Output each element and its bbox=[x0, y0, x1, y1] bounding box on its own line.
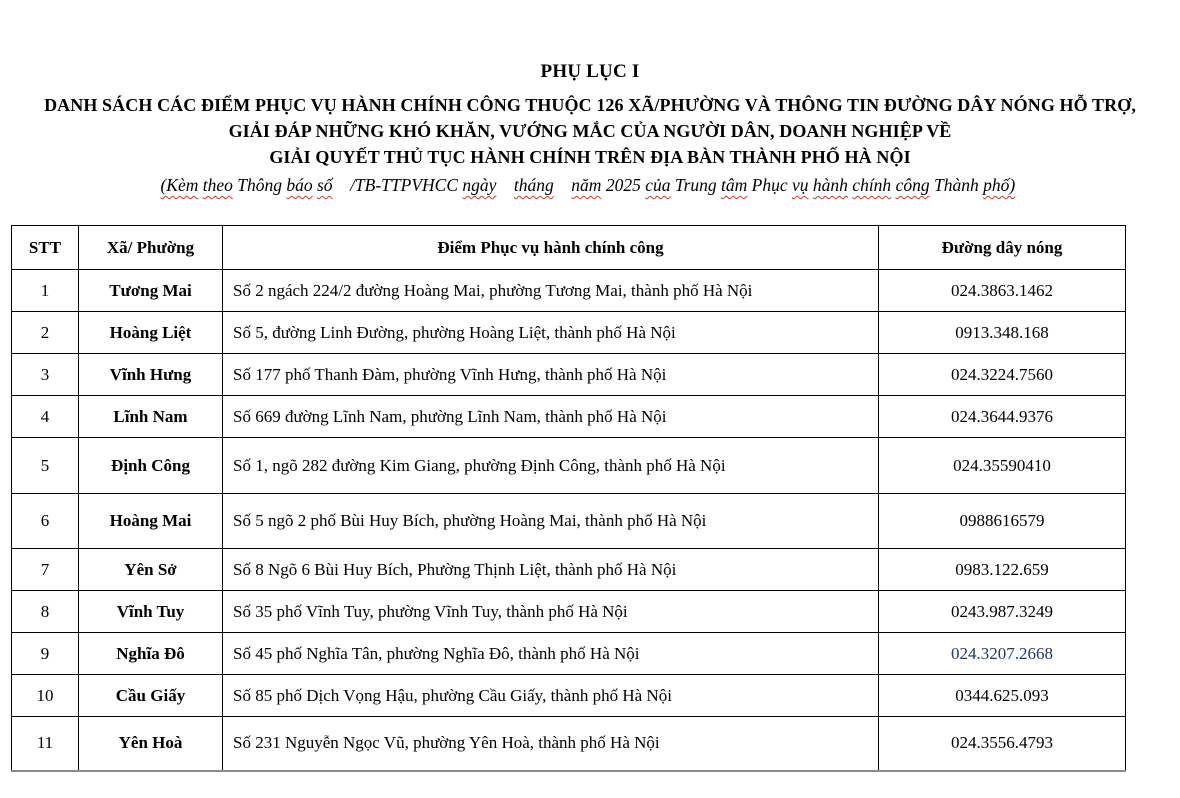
cell-stt: 11 bbox=[12, 717, 79, 771]
cell-ward: Vĩnh Tuy bbox=[79, 591, 223, 633]
cell-stt: 1 bbox=[12, 270, 79, 312]
cell-hotline: 0344.625.093 bbox=[879, 675, 1126, 717]
citation-word: phố) bbox=[983, 175, 1016, 195]
cell-address: Số 669 đường Lĩnh Nam, phường Lĩnh Nam, thành phố Hà Nội bbox=[223, 396, 879, 438]
cell-hotline: 024.35590410 bbox=[879, 438, 1126, 494]
cell-stt: 6 bbox=[12, 494, 79, 549]
cell-ward: Định Công bbox=[79, 438, 223, 494]
citation-word: 2025 bbox=[605, 175, 641, 195]
citation-word: tháng bbox=[513, 175, 554, 195]
citation-word: năm bbox=[571, 175, 602, 195]
cell-ward: Cầu Giấy bbox=[79, 675, 223, 717]
table-header bbox=[12, 226, 1126, 270]
citation-line bbox=[0, 172, 1180, 199]
citation-word: tâm bbox=[721, 175, 748, 195]
citation-word: hành bbox=[812, 175, 848, 195]
table-header-row bbox=[12, 226, 1126, 270]
cell-ward: Vĩnh Hưng bbox=[79, 354, 223, 396]
citation-word: số bbox=[317, 175, 333, 195]
cell-hotline: 024.3556.4793 bbox=[879, 717, 1126, 771]
citation-word bbox=[337, 175, 346, 195]
cell-address: Số 231 Nguyễn Ngọc Vũ, phường Yên Hoà, thành phố Hà Nội bbox=[223, 717, 879, 771]
citation-word: Thông bbox=[237, 175, 282, 195]
table-row bbox=[12, 396, 1126, 438]
cell-hotline: 0983.122.659 bbox=[879, 549, 1126, 591]
cell-hotline: 0243.987.3249 bbox=[879, 591, 1126, 633]
cell-address: Số 5 ngõ 2 phố Bùi Huy Bích, phường Hoàng Mai, thành phố Hà Nội bbox=[223, 494, 879, 549]
cell-hotline: 0988616579 bbox=[879, 494, 1126, 549]
citation-word: Thành bbox=[933, 175, 979, 195]
cell-stt: 4 bbox=[12, 396, 79, 438]
table-row bbox=[12, 270, 1126, 312]
service-points-table bbox=[11, 225, 1126, 772]
cell-ward: Nghĩa Đô bbox=[79, 633, 223, 675]
document-header bbox=[0, 60, 1180, 199]
citation-word: công bbox=[895, 175, 930, 195]
cell-address: Số 2 ngách 224/2 đường Hoàng Mai, phường Tương Mai, thành phố Hà Nội bbox=[223, 270, 879, 312]
citation-word: ngày bbox=[462, 175, 497, 195]
table-row bbox=[12, 717, 1126, 771]
cell-stt: 8 bbox=[12, 591, 79, 633]
cell-hotline: 024.3863.1462 bbox=[879, 270, 1126, 312]
cell-stt: 9 bbox=[12, 633, 79, 675]
column-header-stt: STT bbox=[12, 226, 79, 270]
cell-address: Số 45 phố Nghĩa Tân, phường Nghĩa Đô, thành phố Hà Nội bbox=[223, 633, 879, 675]
cell-ward: Yên Sở bbox=[79, 549, 223, 591]
citation-word: (Kèm bbox=[160, 175, 199, 195]
cell-address: Số 5, đường Linh Đường, phường Hoàng Liệt, thành phố Hà Nội bbox=[223, 312, 879, 354]
cell-stt: 10 bbox=[12, 675, 79, 717]
cell-ward: Tương Mai bbox=[79, 270, 223, 312]
citation-word: chính bbox=[852, 175, 892, 195]
cell-hotline: 0913.348.168 bbox=[879, 312, 1126, 354]
citation-word: vụ bbox=[792, 175, 809, 195]
citation-word: /TB-TTPVHCC bbox=[350, 175, 459, 195]
table-body bbox=[12, 270, 1126, 771]
cell-address: Số 177 phố Thanh Đàm, phường Vĩnh Hưng, thành phố Hà Nội bbox=[223, 354, 879, 396]
cell-hotline: 024.3224.7560 bbox=[879, 354, 1126, 396]
table-row bbox=[12, 549, 1126, 591]
table-row bbox=[12, 633, 1126, 675]
cell-address: Số 85 phố Dịch Vọng Hậu, phường Cầu Giấy, thành phố Hà Nội bbox=[223, 675, 879, 717]
cell-address: Số 35 phố Vĩnh Tuy, phường Vĩnh Tuy, thành phố Hà Nội bbox=[223, 591, 879, 633]
table-row bbox=[12, 312, 1126, 354]
column-header-hotline: Đường dây nóng bbox=[879, 226, 1126, 270]
table-row bbox=[12, 438, 1126, 494]
table-row bbox=[12, 494, 1126, 549]
citation-word: Phục bbox=[751, 175, 788, 195]
citation-word: của bbox=[645, 175, 671, 195]
column-header-ward: Xã/ Phường bbox=[79, 226, 223, 270]
column-header-address: Điểm Phục vụ hành chính công bbox=[223, 226, 879, 270]
cell-ward: Hoàng Liệt bbox=[79, 312, 223, 354]
cell-ward: Hoàng Mai bbox=[79, 494, 223, 549]
table-row bbox=[12, 354, 1126, 396]
cell-stt: 5 bbox=[12, 438, 79, 494]
cell-address: Số 1, ngõ 282 đường Kim Giang, phường Định Công, thành phố Hà Nội bbox=[223, 438, 879, 494]
appendix-title: PHỤ LỤC I bbox=[540, 61, 640, 82]
heading-line-3: GIẢI QUYẾT THỦ TỤC HÀNH CHÍNH TRÊN ĐỊA BÀN THÀNH PHỐ HÀ NỘI bbox=[269, 147, 911, 167]
citation-word bbox=[501, 175, 510, 195]
cell-stt: 3 bbox=[12, 354, 79, 396]
cell-ward: Lĩnh Nam bbox=[79, 396, 223, 438]
cell-hotline-link[interactable]: 024.3207.2668 bbox=[879, 633, 1126, 675]
citation-word: Trung bbox=[674, 175, 717, 195]
cell-stt: 7 bbox=[12, 549, 79, 591]
cell-stt: 2 bbox=[12, 312, 79, 354]
citation-word bbox=[558, 175, 567, 195]
heading-line-1: DANH SÁCH CÁC ĐIỂM PHỤC VỤ HÀNH CHÍNH CÔNG THUỘC 126 XÃ/PHƯỜNG VÀ THÔNG TIN ĐƯỜNG DÂY NÓNG HỖ TRỢ, bbox=[44, 95, 1136, 115]
heading-line-2: GIẢI ĐÁP NHỮNG KHÓ KHĂN, VƯỚNG MẮC CỦA NGƯỜI DÂN, DOANH NGHIỆP VỀ bbox=[228, 121, 952, 141]
citation-word: theo bbox=[202, 175, 233, 195]
cell-hotline: 024.3644.9376 bbox=[879, 396, 1126, 438]
cell-address: Số 8 Ngõ 6 Bùi Huy Bích, Phường Thịnh Liệt, thành phố Hà Nội bbox=[223, 549, 879, 591]
table-row bbox=[12, 591, 1126, 633]
cell-ward: Yên Hoà bbox=[79, 717, 223, 771]
citation-word: báo bbox=[286, 175, 313, 195]
table-row bbox=[12, 675, 1126, 717]
